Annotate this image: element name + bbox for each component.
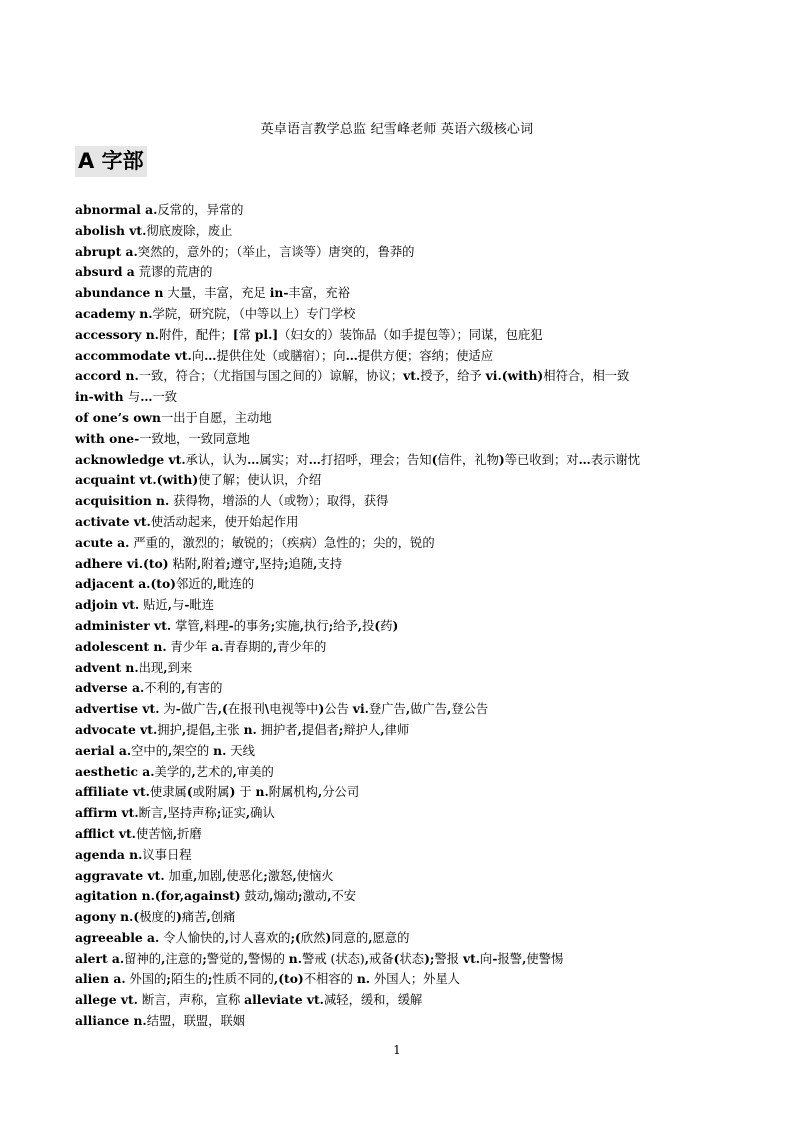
entry-headword: advertise vt.	[75, 701, 160, 717]
entry-headword: ,	[292, 867, 297, 883]
entry-headword: accommodate vt.	[75, 347, 192, 363]
entry-headword: (	[374, 617, 381, 633]
vocabulary-entry	[75, 824, 735, 845]
entry-headword: ,	[224, 929, 229, 945]
vocabulary-entry	[75, 741, 735, 762]
vocabulary-entry	[75, 325, 735, 346]
vocabulary-list	[75, 200, 735, 1032]
entry-headword: );	[424, 950, 435, 966]
entry-headword: n.	[213, 742, 227, 758]
entry-headword: ,	[167, 597, 173, 613]
entry-headword: (	[393, 950, 400, 966]
entry-definition: 鼓动	[240, 889, 270, 904]
entry-headword: n.	[243, 721, 257, 737]
entry-headword: ,	[255, 555, 260, 571]
entry-definition: 丰富，充裕	[288, 286, 350, 301]
entry-headword: ,	[212, 576, 218, 592]
entry-definition: 授予，给予	[420, 369, 486, 384]
entry-definition: 欣然	[300, 930, 326, 945]
entry-definition: 获得物，增添的人（或物）；取得，获得	[169, 494, 389, 509]
entry-definition: 痛苦	[181, 910, 207, 925]
entry-definition: 戒备	[369, 951, 394, 966]
entry-headword: activate vt.	[75, 513, 151, 529]
entry-definition: 大量，丰富，充足	[163, 286, 270, 301]
entry-headword: -	[492, 950, 498, 966]
entry-headword: agreeable a.	[75, 929, 160, 945]
entry-headword: ,	[272, 638, 278, 654]
entry-headword: advent n.	[75, 659, 139, 675]
entry-definition: 警觉的	[206, 951, 244, 966]
entry-definition: 极度的	[139, 910, 177, 925]
entry-headword: …	[308, 451, 321, 467]
entry-definition: 审美的	[236, 764, 274, 779]
entry-headword: abnormal a.	[75, 202, 158, 217]
entry-headword: ,	[172, 825, 178, 841]
vocabulary-entry	[75, 221, 735, 242]
entry-headword: ,	[405, 701, 411, 717]
vocabulary-entry	[75, 595, 735, 616]
entry-definition: 架空的	[172, 743, 214, 758]
entry-definition: 打招呼，理会；告知	[320, 452, 432, 467]
entry-definition: 愿意的	[372, 930, 410, 945]
entry-definition: 使恼火	[296, 868, 334, 883]
entry-definition: 使活动起来，使开始起作用	[150, 514, 299, 529]
entry-headword: ;	[207, 971, 213, 987]
entry-headword: ,	[197, 555, 202, 571]
entry-definition: 加剧	[197, 868, 223, 883]
entry-definition: 常	[238, 327, 255, 342]
entry-definition: 等已收到；对	[504, 452, 579, 467]
entry-headword: -	[175, 701, 181, 717]
vocabulary-entry	[75, 782, 735, 803]
entry-definition: 断言	[138, 806, 164, 821]
entry-headword: ,	[357, 617, 363, 633]
entry-headword: -	[184, 597, 190, 613]
entry-definition: 贴近	[139, 598, 168, 613]
vocabulary-entry	[75, 616, 735, 637]
entry-headword: allege vt.	[75, 992, 138, 1008]
entry-headword: aerial a.	[75, 742, 132, 758]
entry-definition: 给予	[333, 618, 358, 633]
entry-definition: 邻近的	[175, 577, 213, 592]
entry-headword: ;	[270, 617, 276, 633]
entry-headword: ,	[447, 701, 452, 717]
entry-headword: ,	[368, 929, 373, 945]
entry-headword: aggravate vt.	[75, 867, 165, 883]
entry-headword: acquisition n.	[75, 493, 170, 509]
entry-headword: ,	[163, 805, 168, 821]
entry-definition: 外国人；外星人	[370, 972, 461, 987]
entry-headword: \	[264, 701, 270, 717]
vocabulary-entry	[75, 533, 735, 554]
section-title: A 字部	[75, 146, 147, 177]
entry-headword: adjoin vt.	[75, 597, 140, 613]
vocabulary-entry	[75, 470, 735, 491]
entry-headword: ,	[193, 867, 198, 883]
entry-headword: advocate vt.	[75, 721, 158, 737]
entry-headword: ,(	[217, 701, 228, 717]
entry-definition: 做广告	[180, 702, 218, 717]
entry-definition: 属实；对	[259, 452, 309, 467]
entry-definition: 注意的	[165, 951, 203, 966]
entry-definition: 讨人喜欢的	[228, 930, 291, 945]
vocabulary-entry	[75, 491, 735, 512]
entry-definition: 毗连的	[217, 577, 255, 592]
entry-headword: ,	[168, 742, 173, 758]
entry-definition: 陌生的	[170, 972, 208, 987]
entry-definition: 加重	[164, 868, 194, 883]
entry-headword: adverse a.	[75, 680, 145, 696]
entry-definition: 一致地，一致同意地	[139, 431, 250, 446]
entry-definition: 辩护人	[343, 722, 381, 737]
entry-headword: ,	[210, 721, 216, 737]
entry-headword: pl.]	[254, 326, 279, 342]
vocabulary-entry	[75, 366, 735, 387]
entry-headword: alien a.	[75, 971, 126, 987]
entry-headword: )	[229, 784, 236, 800]
entry-headword: ;(	[290, 929, 301, 945]
entry-definition: 实施	[275, 618, 300, 633]
entry-definition: 激怒	[267, 868, 293, 883]
vocabulary-entry	[75, 990, 735, 1011]
entry-definition: 使警惕	[526, 951, 564, 966]
entry-definition: 表示谢忱	[590, 452, 641, 467]
entry-headword: abrupt a.	[75, 243, 138, 259]
entry-definition: 向	[191, 348, 205, 363]
entry-definition: 状态	[399, 951, 425, 966]
vocabulary-entry	[75, 928, 735, 949]
entry-headword: affirm vt.	[75, 805, 139, 821]
entry-definition: 支持	[317, 556, 343, 571]
entry-definition: 为	[159, 702, 176, 717]
vocabulary-entry	[75, 720, 735, 741]
entry-definition: 一出于自愿，主动地	[160, 410, 272, 425]
entry-definition: 掌管	[171, 618, 200, 633]
entry-definition: 空中的	[131, 743, 169, 758]
vocabulary-entry	[75, 512, 735, 533]
vocabulary-entry	[75, 886, 735, 907]
entry-headword: n.	[288, 950, 303, 966]
entry-definition: 料理	[203, 618, 229, 633]
entry-headword: vi.(with)	[485, 368, 544, 384]
entry-headword: adolescent n.	[75, 638, 167, 654]
entry-headword: )	[318, 701, 325, 717]
entry-definition: （妇女的）装饰品（如手提包等）；同谋，包庇犯	[278, 327, 543, 342]
entry-headword: ,	[181, 680, 186, 696]
entry-definition: 议事日程	[142, 847, 192, 862]
vocabulary-entry	[75, 845, 735, 866]
entry-headword: ,	[297, 721, 302, 737]
entry-headword: afflict vt.	[75, 825, 136, 841]
entry-definition: 在报刊	[227, 702, 265, 717]
entry-definition: 警戒 (状态)	[302, 951, 365, 966]
entry-headword: ,	[222, 867, 227, 883]
entry-headword: academy n.	[75, 305, 153, 321]
vocabulary-entry	[75, 450, 735, 471]
entry-definition: 投	[362, 618, 375, 633]
entry-definition: 追随	[288, 556, 314, 571]
entry-headword: ;	[298, 888, 303, 904]
entry-headword: abolish vt.	[75, 222, 147, 238]
vocabulary-entry	[75, 949, 735, 970]
vocabulary-entry	[75, 283, 735, 304]
entry-headword: affiliate vt.	[75, 784, 150, 800]
entry-headword: vi.	[352, 701, 369, 717]
entry-headword: acquaint vt.(with)	[75, 472, 199, 488]
entry-definition: 向	[480, 951, 493, 966]
entry-definition: 不相容的	[303, 972, 357, 987]
entry-headword: …	[140, 389, 153, 405]
entry-definition: 青少年	[166, 639, 212, 654]
entry-headword: …	[345, 347, 358, 363]
entry-definition: 令人愉快的	[159, 930, 225, 945]
entry-definition: 提倡者	[301, 722, 339, 737]
entry-definition: 断言，声称，宣称	[137, 993, 245, 1008]
entry-definition: 与	[172, 598, 185, 613]
entry-headword: of one’s own	[75, 409, 161, 425]
entry-definition: 荒谬的荒唐的	[134, 265, 213, 280]
vocabulary-entry	[75, 699, 735, 720]
entry-definition: 性质不同的	[212, 972, 274, 987]
entry-definition: 使恶化	[226, 868, 264, 883]
entry-definition: 折磨	[177, 826, 202, 841]
entry-definition: 不安	[331, 889, 357, 904]
entry-headword: [	[232, 326, 239, 342]
entry-definition: 电视等中	[269, 702, 319, 717]
entry-headword: absurd a	[75, 264, 135, 280]
entry-headword: ,	[380, 721, 385, 737]
entry-headword: ,	[269, 888, 274, 904]
entry-headword: adhere vi.(to)	[75, 555, 169, 571]
vocabulary-entry	[75, 969, 735, 990]
entry-headword: abundance n	[75, 285, 164, 301]
entry-headword: ,	[161, 950, 166, 966]
entry-headword: adjacent a.(to)	[75, 576, 176, 592]
entry-definition: 彻底废除，废止	[146, 223, 233, 238]
entry-definition: 相符合，相一致	[543, 369, 630, 384]
entry-definition: 警惕的	[247, 951, 289, 966]
vocabulary-entry	[75, 678, 735, 699]
entry-headword: …	[578, 451, 591, 467]
entry-definition: 留神的	[124, 951, 162, 966]
entry-definition: 执行	[304, 618, 329, 633]
entry-definition: 使苦恼	[135, 826, 173, 841]
entry-headword: agitation n.(for,against)	[75, 888, 241, 904]
entry-headword: alliance n.	[75, 1013, 147, 1029]
entry-definition: 拥护者	[256, 722, 298, 737]
entry-headword: ,	[232, 763, 237, 779]
entry-definition: 登公告	[451, 702, 489, 717]
entry-definition: 激动	[302, 889, 328, 904]
entry-definition: 公告	[324, 702, 353, 717]
vocabulary-entry	[75, 346, 735, 367]
entry-headword: ,	[522, 950, 527, 966]
entry-headword: )	[498, 451, 505, 467]
entry-headword: ,	[181, 721, 187, 737]
entry-definition: 外国的	[125, 972, 167, 987]
entry-definition: 突然的，意外的；（举止，言谈等）唐突的，鲁莽的	[137, 244, 415, 259]
entry-definition: 毗连	[189, 598, 215, 613]
entry-headword: ,	[243, 950, 248, 966]
entry-definition: 结盟，联盟，联姻	[146, 1014, 246, 1029]
entry-headword: …	[204, 347, 217, 363]
entry-headword: acknowledge vt.	[75, 451, 186, 467]
entry-headword: ;	[225, 555, 231, 571]
entry-headword: )	[325, 929, 332, 945]
entry-headword: with one-	[75, 430, 140, 446]
entry-definition: 同意的	[331, 930, 369, 945]
page-number: 1	[393, 1043, 401, 1057]
entry-definition: 的事务	[233, 618, 271, 633]
entry-definition: 美学的	[154, 764, 192, 779]
entry-definition: 使隶属	[149, 785, 187, 800]
entry-definition: 创痛	[210, 910, 236, 925]
entry-definition: 登广告	[368, 702, 406, 717]
vocabulary-entry	[75, 408, 735, 429]
entry-definition: 提供方便；容纳；使适应	[357, 348, 494, 363]
entry-definition: 粘附	[168, 556, 198, 571]
entry-headword: …	[247, 451, 260, 467]
entry-definition: 使了解；使认识，介绍	[198, 473, 322, 488]
entry-headword: )	[392, 617, 399, 633]
entry-headword: ,	[199, 617, 204, 633]
entry-definition: 遵守	[230, 556, 256, 571]
vocabulary-entry	[75, 429, 735, 450]
entry-definition: 附着	[201, 556, 226, 571]
entry-headword: (	[431, 451, 438, 467]
vocabulary-entry	[75, 262, 735, 283]
entry-definition: 报警	[497, 951, 523, 966]
entry-headword: acute a.	[75, 534, 130, 550]
entry-definition: 分公司	[322, 785, 360, 800]
entry-definition: 提倡	[186, 722, 211, 737]
entry-headword: ;	[263, 867, 268, 883]
vocabulary-entry	[75, 907, 735, 928]
entry-definition: 煽动	[273, 889, 299, 904]
entry-headword: in-with	[75, 389, 128, 405]
entry-definition: 附件，配件；	[158, 327, 233, 342]
entry-headword: agony n.(	[75, 909, 140, 925]
entry-headword: agenda n.	[75, 846, 143, 862]
entry-headword: ,	[364, 950, 370, 966]
entry-headword: -	[228, 617, 234, 633]
entry-headword: alert a.	[75, 950, 125, 966]
entry-definition: 信件，礼物	[437, 452, 499, 467]
entry-definition: 反常的，异常的	[157, 203, 244, 217]
entry-definition: 确认	[250, 806, 275, 821]
entry-headword: alleviate vt.	[244, 992, 324, 1008]
entry-headword: accord n.	[75, 368, 139, 384]
entry-headword: ;	[166, 971, 171, 987]
entry-definition: 附属机构	[268, 785, 318, 800]
entry-definition: 证实	[221, 806, 246, 821]
entry-definition: 承认，认为	[185, 452, 248, 467]
entry-headword: ;	[202, 950, 207, 966]
vocabulary-entry	[75, 200, 735, 221]
page-header: 英卓语言教学总监 纪雪峰老师 英语六级核心词	[260, 122, 534, 137]
entry-headword: vt.	[462, 950, 481, 966]
entry-definition: 艺术的	[195, 764, 233, 779]
entry-headword: n.	[356, 971, 371, 987]
entry-definition: 天线	[226, 743, 255, 758]
vocabulary-entry	[75, 554, 735, 575]
entry-definition: 到来	[167, 660, 193, 675]
vocabulary-entry	[75, 803, 735, 824]
entry-headword: administer vt.	[75, 617, 172, 633]
entry-definition: 不利的	[144, 681, 182, 696]
entry-definition: 一致	[152, 390, 178, 405]
entry-headword: ,	[313, 555, 318, 571]
entry-definition: 或附属	[192, 785, 230, 800]
entry-headword: aesthetic a.	[75, 763, 155, 779]
entry-definition: 做广告	[410, 702, 447, 717]
entry-headword: ,	[317, 784, 323, 800]
entry-headword: a.	[211, 638, 224, 654]
entry-headword: vt.	[403, 368, 421, 384]
entry-headword: )	[176, 909, 182, 925]
entry-definition: 律师	[384, 722, 410, 737]
entry-headword: ,	[191, 763, 196, 779]
entry-definition: 坚持	[259, 556, 284, 571]
entry-definition: 严重的，激烈的；敏锐的；（疾病）急性的；尖的，锐的	[129, 535, 435, 550]
vocabulary-entry	[75, 637, 735, 658]
entry-headword: ,	[245, 805, 251, 821]
entry-headword: ,	[206, 909, 211, 925]
entry-definition: 青少年的	[277, 639, 327, 654]
vocabulary-entry	[75, 574, 735, 595]
vocabulary-entry	[75, 242, 735, 263]
entry-definition: 主张	[215, 722, 244, 737]
entry-definition: 有害的	[185, 681, 223, 696]
entry-headword: (	[186, 784, 193, 800]
entry-headword: ,	[163, 659, 168, 675]
entry-definition: 与	[127, 390, 141, 405]
entry-definition: 坚持声称	[167, 806, 217, 821]
entry-headword: ,	[299, 617, 305, 633]
entry-definition: 出现	[138, 660, 164, 675]
entry-headword: n.	[255, 784, 269, 800]
vocabulary-entry	[75, 658, 735, 679]
entry-headword: ,(to)	[273, 971, 304, 987]
entry-headword: ,	[327, 888, 332, 904]
entry-definition: 警报	[434, 951, 463, 966]
entry-headword: ;	[216, 805, 222, 821]
entry-definition: 减轻，缓和，缓解	[323, 993, 423, 1008]
entry-headword: in-	[269, 285, 289, 301]
entry-headword: ;	[283, 555, 289, 571]
vocabulary-entry	[75, 304, 735, 325]
entry-headword: ;	[328, 617, 334, 633]
entry-definition: 青春期的	[223, 639, 273, 654]
entry-definition: 提供住处（或膳宿）；向	[216, 348, 346, 363]
entry-definition: 于	[235, 785, 256, 800]
entry-definition: 拥护	[157, 722, 182, 737]
entry-headword: ;	[338, 721, 344, 737]
entry-definition: 一致，符合；（尤指国与国之间的）谅解，协议；	[138, 369, 404, 384]
entry-definition: 药	[380, 618, 393, 633]
vocabulary-entry	[75, 387, 735, 408]
vocabulary-entry	[75, 1011, 735, 1032]
entry-definition: 学院，研究院，（中等以上）专门学校	[152, 306, 356, 321]
entry-headword: accessory n.	[75, 326, 159, 342]
vocabulary-entry	[75, 762, 735, 783]
vocabulary-entry	[75, 866, 735, 887]
